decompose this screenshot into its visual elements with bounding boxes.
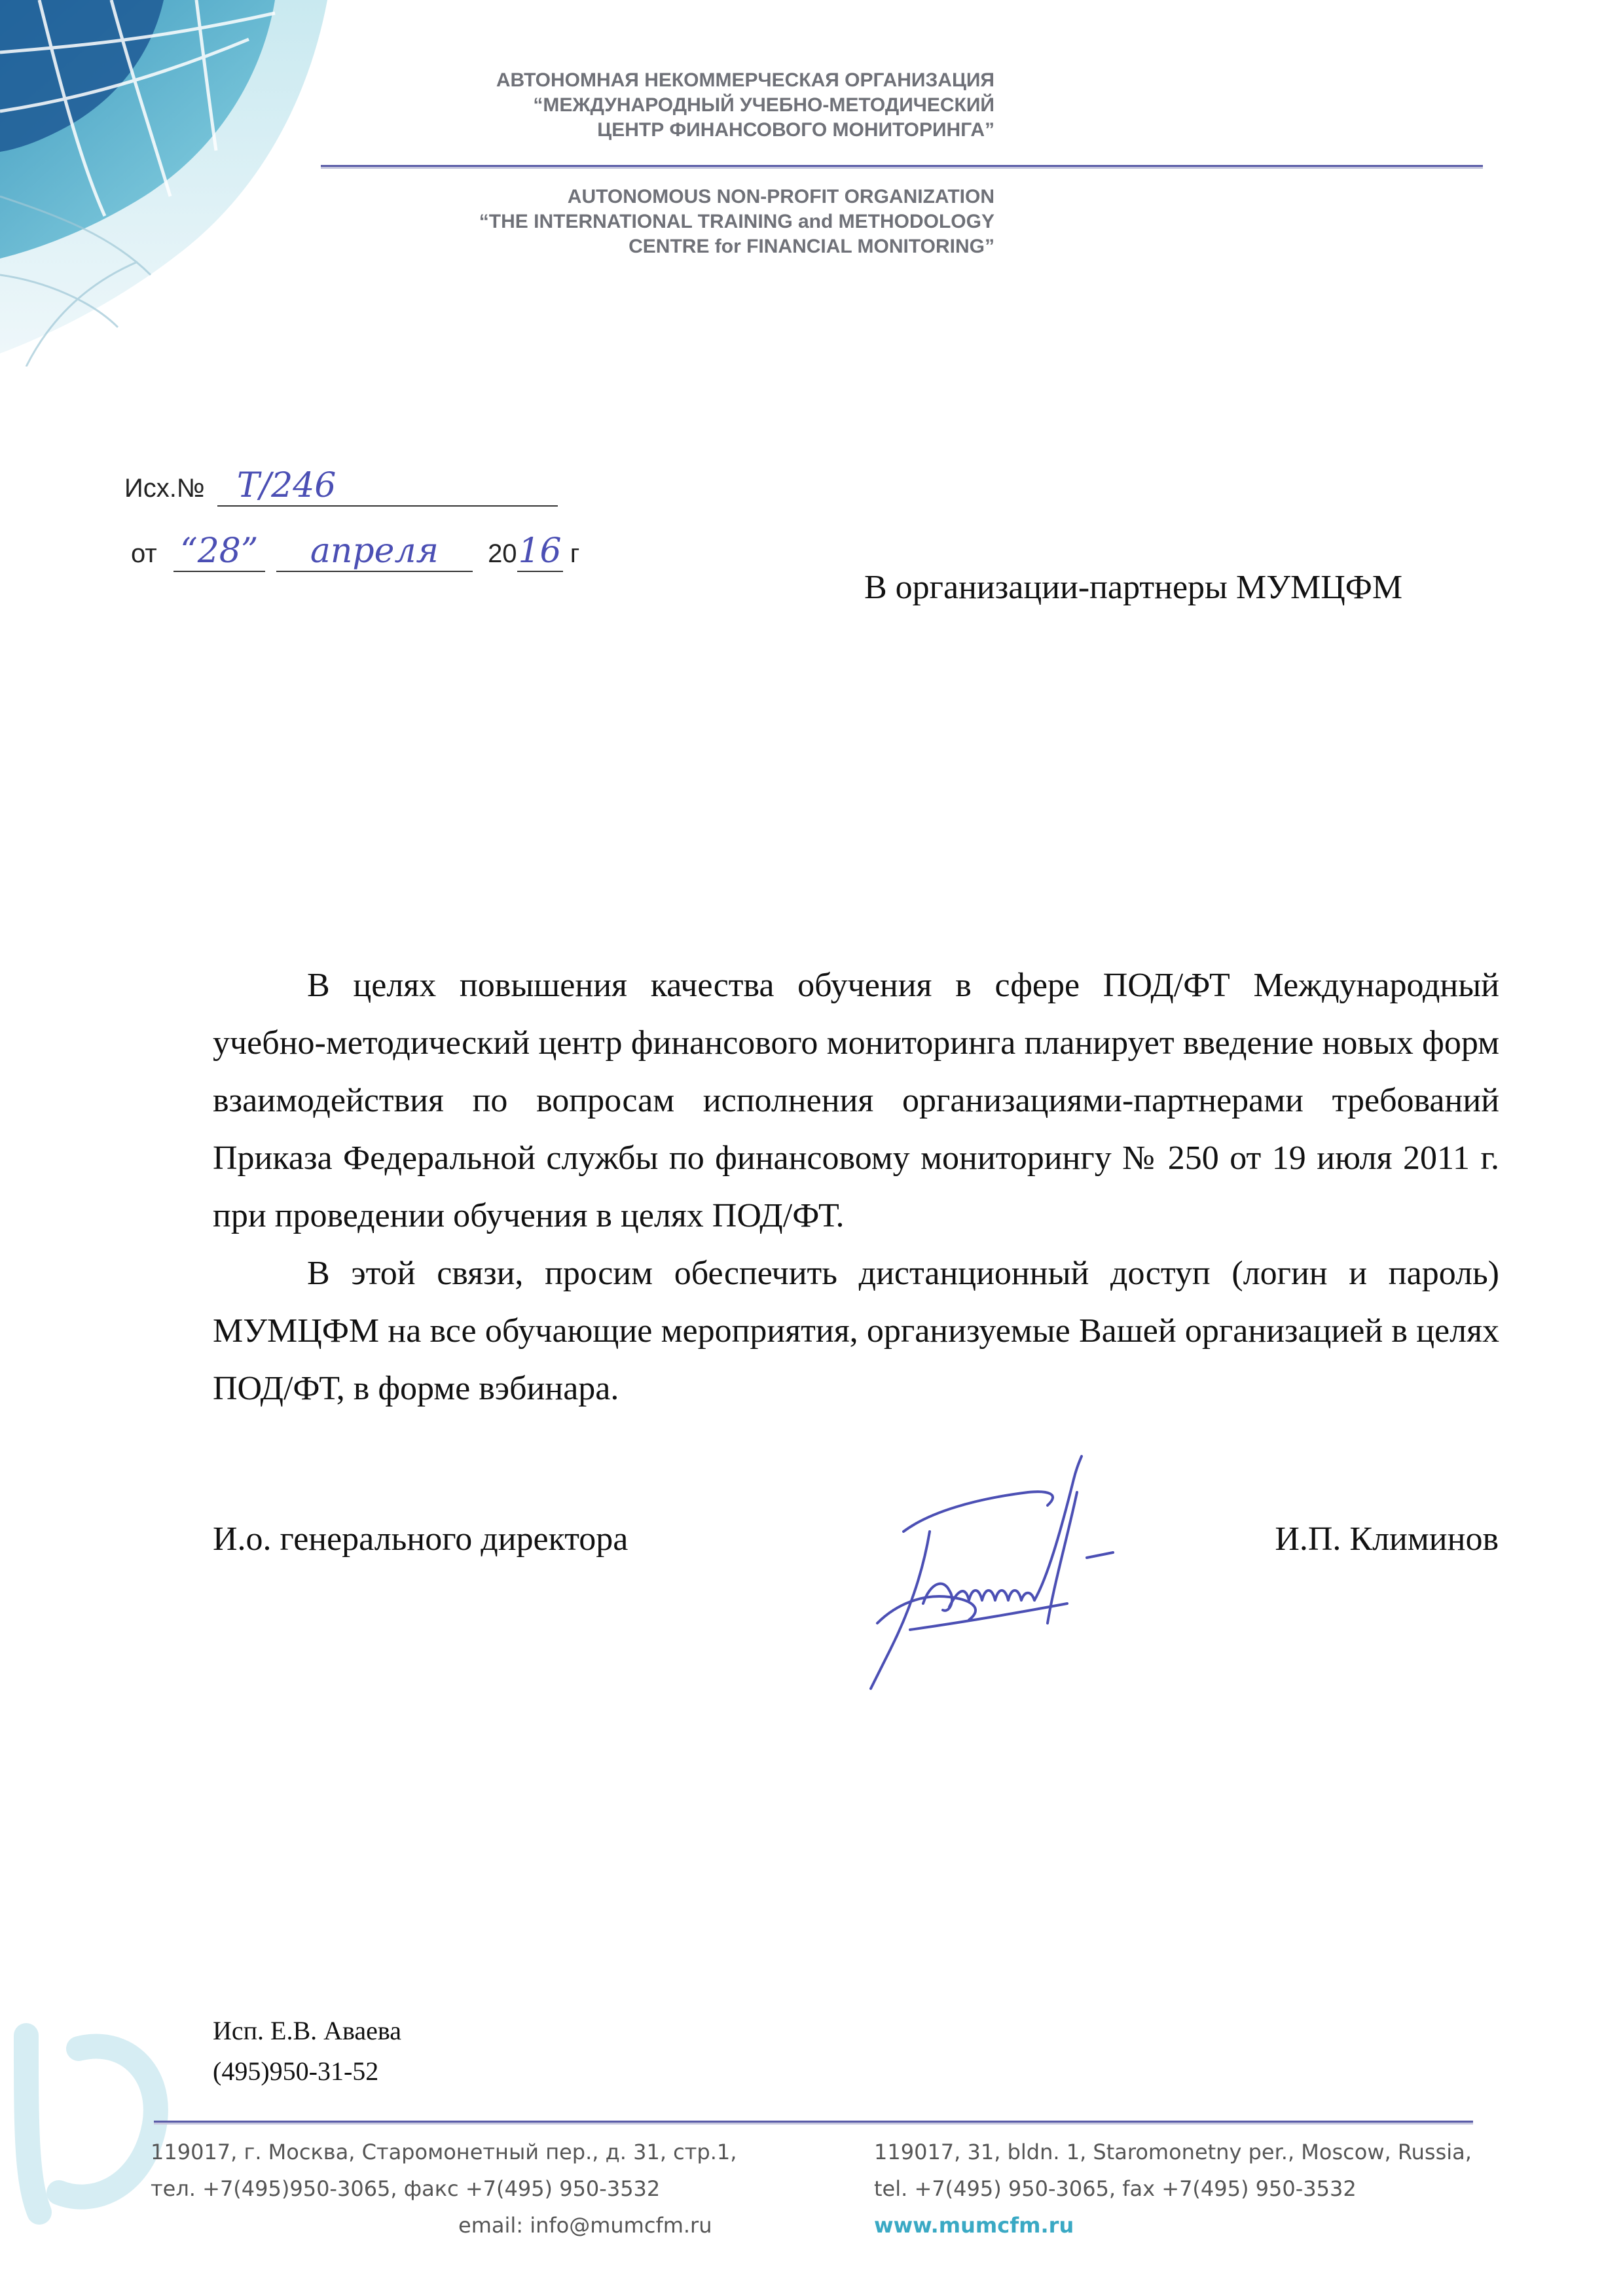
signatory-title: И.о. генерального директора: [213, 1520, 629, 1558]
org-ru-line: ЦЕНТР ФИНАНСОВОГО МОНИТОРИНГА”: [597, 119, 994, 141]
body-paragraph-2: В этой связи, просим обеспечить дистанционный доступ (логин и пароль) МУМЦФМ на все обучающие мероприятия, организуемые Вашей организацией в целях ПОД/ФТ, в форме вэбинара.: [213, 1255, 1499, 1407]
signatory-name: И.П. Климинов: [1275, 1520, 1499, 1558]
executor-info: [213, 2011, 401, 2092]
footer-ru-address: 119017, г. Москва, Старомонетный пер., д. 31, стр.1,: [151, 2140, 737, 2164]
footer-email: email: info@mumcfm.ru: [458, 2213, 712, 2238]
footer-ru-phone: тел. +7(495)950-3065, факс +7(495) 950-3532: [151, 2176, 661, 2201]
addressee: В организации-партнеры МУМЦФМ: [864, 569, 1403, 606]
date-year-unit: г: [570, 539, 580, 568]
org-en-line: “THE INTERNATIONAL TRAINING and METHODOLOGY: [479, 211, 994, 232]
reference-number: [124, 466, 558, 507]
footer-divider: [154, 2121, 1473, 2125]
globe-logo-icon: [0, 0, 327, 367]
footer-en-phone: tel. +7(495) 950-3065, fax +7(495) 950-3532: [874, 2176, 1357, 2201]
letter-body: [213, 957, 1499, 1418]
handwritten-signature-icon: [851, 1453, 1126, 1695]
executor-phone: (495)950-31-52: [213, 2056, 379, 2086]
footer-address-ru: [151, 2134, 737, 2244]
org-en-line: CENTRE for FINANCIAL MONITORING”: [629, 236, 994, 257]
org-en-line: AUTONOMOUS NON-PROFIT ORGANIZATION: [567, 186, 994, 207]
date-day: “28”: [180, 531, 259, 571]
footer-address-en: [874, 2134, 1472, 2244]
header-divider: [321, 165, 1483, 169]
footer-website: www.mumcfm.ru: [874, 2213, 1074, 2238]
org-ru-line: АВТОНОМНАЯ НЕКОММЕРЧЕСКАЯ ОРГАНИЗАЦИЯ: [496, 69, 994, 91]
date-month: апреля: [310, 531, 439, 571]
date-prefix: от: [131, 539, 157, 568]
reference-number-value: Т/246: [236, 466, 337, 505]
date-year-suffix: 16: [518, 531, 562, 571]
body-paragraph-1: В целях повышения качества обучения в сфере ПОД/ФТ Международный учебно-методический центр финансового мониторинга планирует введение новых форм взаимодействия по вопросам исполнения организациями-партнерами требований Приказа Федеральной службы по финансовому мониторингу № 250 от 19 июля 2011 г. при проведении обучения в целях ПОД/ФТ.: [213, 967, 1499, 1234]
date-day-line: [173, 531, 265, 572]
org-name-en: [479, 185, 994, 259]
reference-number-label: Исх.№: [124, 474, 205, 503]
date-year-line: [517, 531, 563, 572]
date-year-prefix: 20: [488, 539, 517, 568]
date-month-line: [276, 531, 473, 572]
reference-number-line: [217, 466, 558, 507]
reference-date: [131, 531, 579, 572]
org-ru-line: “МЕЖДУНАРОДНЫЙ УЧЕБНО-МЕТОДИЧЕСКИЙ: [533, 94, 994, 116]
footer-en-address: 119017, 31, bldn. 1, Staromonetny per., Moscow, Russia,: [874, 2140, 1472, 2164]
executor-name: Исп. Е.В. Аваева: [213, 2016, 402, 2045]
org-name-ru: [496, 68, 994, 143]
